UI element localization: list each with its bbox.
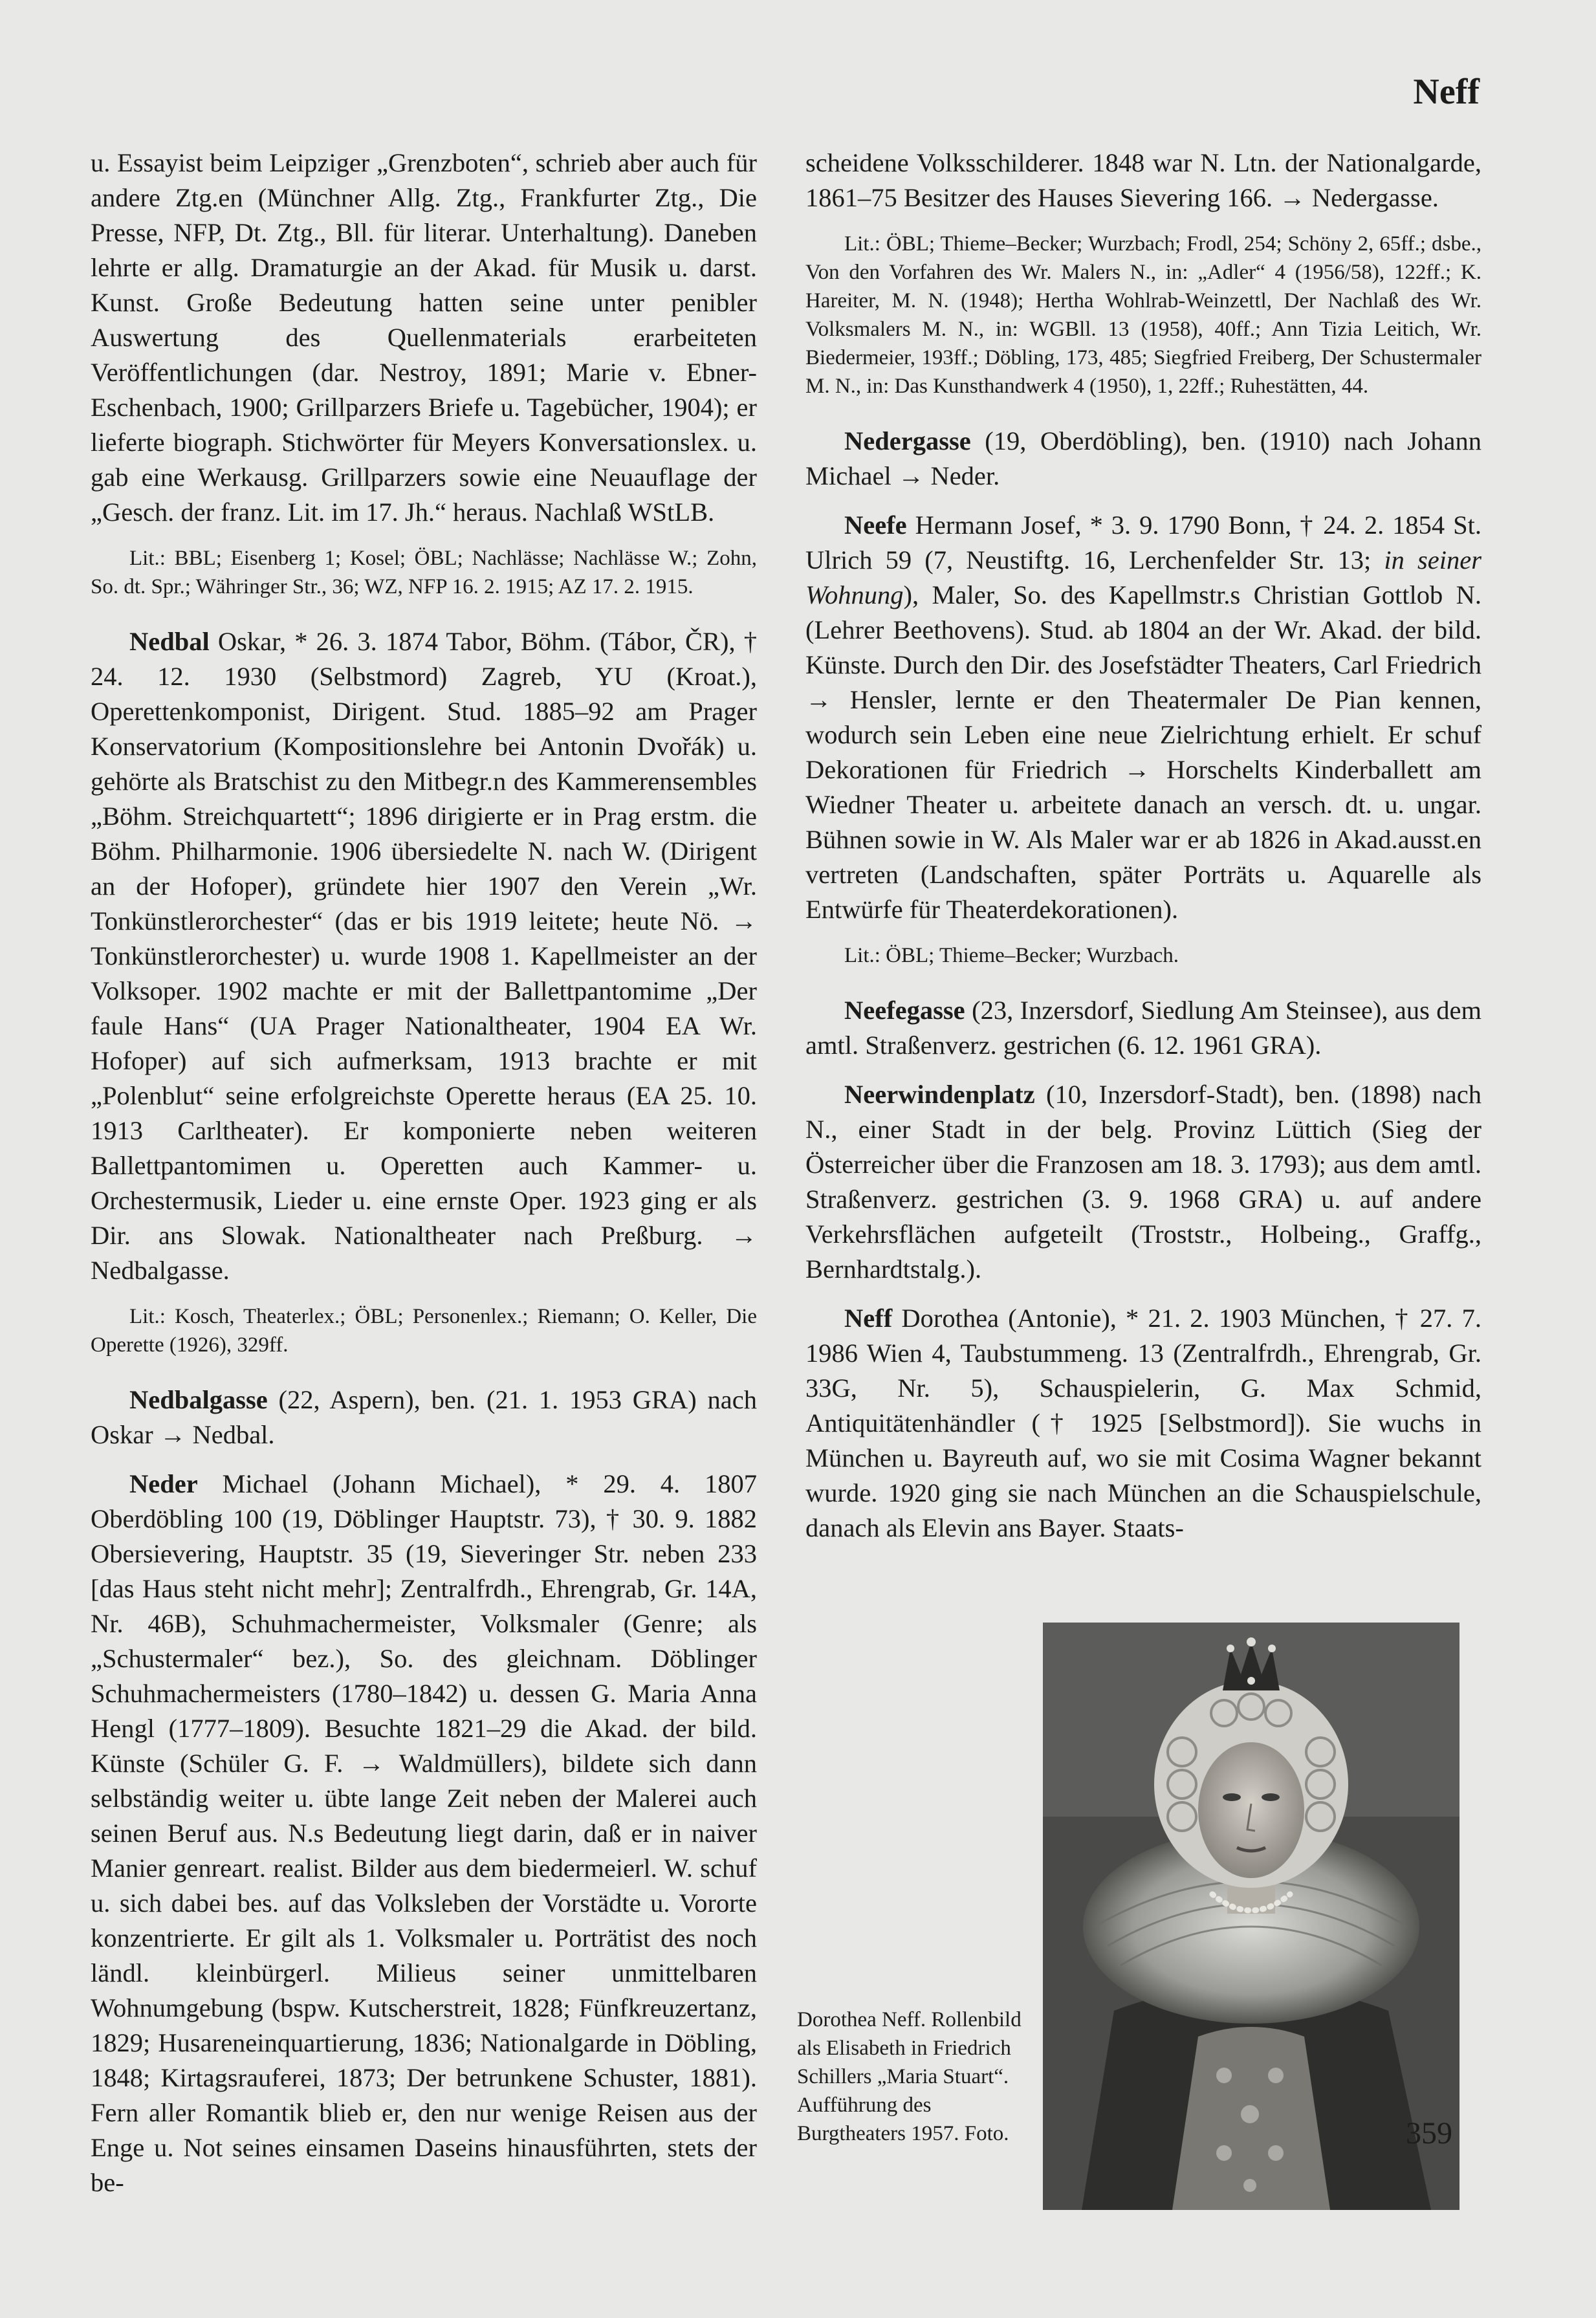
running-head: Neff [1413,72,1480,112]
entry-text: (22, Aspern), ben. (21. 1. 1953 GRA) nach Oskar → Nedbal. [91,1385,757,1449]
entry-text: (19, Oberdöbling), ben. (1910) nach Johann Michael → Neder. [805,426,1481,490]
portrait-illustration [1043,1623,1459,2210]
entry-text: Michael (Johann Michael), * 29. 4. 1807 Oberdöbling 100 (19, Döblinger Hauptstr. 73), † 30. 9. 1882 Obersievering, Hauptstr. 35 (19, Sieveringer Str. neben 233 [das Haus steht nicht mehr]; Zentralfrdh., Ehrengrab, Gr. 14A, Nr. 46B), Schuhmachermeister, Volksmaler (Genre; als „Schustermaler“ bez.), So. des gleichnam. Döblinger Schuhmachermeisters (1780–1842) u. dessen G. Maria Anna Hengl (1777–1809). Besuchte 1821–29 die Akad. der bild. Künste (Schüler G. F. → Waldmüllers), bildete sich dann selbständig weiter u. übte lange Zeit neben der Malerei auch seinen Beruf aus. N.s Bedeutung liegt darin, daß er in naiver Manier genreart. realist. Bilder aus dem biedermeierl. W. schuf u. sich dabei bes. auf das Volksleben der Vorstädte u. Vororte konzentrierte. Er gilt als 1. Volksmaler u. Porträtist des noch ländl. kleinbürgerl. Milieus seiner unmittelbaren Wohnumgebung (bspw. Kutscherstreit, 1828; Fünfkreuzertanz, 1829; Husareneinquartierung, 1836; Nationalgarde in Döbling, 1848; Kirtagsrauferei, 1873; Der betrunkene Schuster, 1881). Fern aller Romantik blieb er, den nur wenige Reisen aus der Enge u. Not seines einsamen Daseins hinausführten, stets der be- [91,1469,757,2197]
lemma-neefe: Neefe [844,510,907,540]
entry-text: ), Maler, So. des Kapellmstr.s Christian Gottlob N. (Lehrer Beethovens). Stud. ab 1804 an der Wr. Akad. der bild. Künste. Durch den Dir. des Josefstädter Theaters, Carl Friedrich → Hensler, lernte er den Theatermaler De Pian kennen, wodurch sein Leben eine neue Zielrichtung erhielt. Er schuf Dekorationen für Friedrich → Horschelts Kinderballett am Wiedner Theater u. arbeitete danach an versch. dt. u. ungar. Bühnen sowie in W. Als Maler war er ab 1826 in Akad.ausst.en vertreten (Landschaften, später Porträts u. Aquarelle als Entwürfe für Theaterdekorationen). [805,580,1481,924]
right-column [805,146,1481,1560]
portrait-photo [1043,1623,1459,2210]
entry-text: Hermann Josef, * 3. 9. 1790 Bonn, † 24. 2. 1854 St. Ulrich 59 (7, Neustiftg. 16, Lerchenfelder Str. 13; [805,510,1481,574]
entry-continuation: scheidene Volksschilderer. 1848 war N. Ltn. der Nationalgarde, 1861–75 Besitzer des Hauses Sievering 166. → Nedergasse. [805,148,1481,212]
entry-text-italic: in seiner Wohnung [805,545,1481,609]
entry-neder [91,1467,757,2200]
entry-nedbalgasse [91,1383,757,1452]
literature-note: Lit.: Kosch, Theaterlex.; ÖBL; Personenlex.; Riemann; O. Keller, Die Operette (1926), 329ff. [91,1305,757,1357]
left-column [91,146,757,2214]
entry-neefegasse [805,993,1481,1063]
lemma-nedbalgasse: Nedbalgasse [129,1385,268,1414]
entry-nedergasse [805,424,1481,494]
literature-note: Lit.: ÖBL; Thieme–Becker; Wurzbach. [844,944,1179,967]
lemma-neff: Neff [844,1304,893,1333]
literature-note: Lit.: BBL; Eisenberg 1; Kosel; ÖBL; Nachlässe; Nachlässe W.; Zohn, So. dt. Spr.; Währinger Str., 36; WZ, NFP 16. 2. 1915; AZ 17. 2. 1915. [91,547,757,598]
lemma-nedergasse: Nedergasse [844,426,971,455]
entry-nedbal [91,624,757,1288]
entry-text: (23, Inzersdorf, Siedlung Am Steinsee), aus dem amtl. Straßenverz. gestrichen (6. 12. 1961 GRA). [805,996,1481,1060]
figure-caption: Dorothea Neff. Rollenbild als Elisabeth in Friedrich Schillers „Maria Stuart“. Aufführung des Burgtheaters 1957. Foto. [797,2008,1022,2145]
entry-neefe [805,508,1481,927]
lemma-neerwindenplatz: Neerwindenplatz [844,1080,1035,1109]
page-number: 359 [1406,2116,1452,2150]
entry-continuation: u. Essayist beim Leipziger „Grenzboten“, schrieb aber auch für andere Ztg.en (Münchner Allg. Ztg., Frankfurter Ztg., Die Presse, NFP, Dt. Ztg., Bll. für literar. Unterhaltung). Daneben lehrte er allg. Dramaturgie an der Akad. für Musik u. darst. Kunst. Große Bedeutung hatten seine unter penibler Auswertung des Quellenmaterials erarbeiteten Veröffentlichungen (dar. Nestroy, 1891; Marie v. Ebner-Eschenbach, 1900; Grillparzers Briefe u. Tagebücher, 1904); er lieferte biograph. Stichwörter für Meyers Konversationslex. u. gab eine Werkausg. Grillparzers sowie eine Neuauflage der „Gesch. der franz. Lit. im 17. Jh.“ heraus. Nachlaß WStLB. [91,148,757,527]
entry-text: Dorothea (Antonie), * 21. 2. 1903 München, † 27. 7. 1986 Wien 4, Taubstummeng. 13 (Zentralfrdh., Ehrengrab, Gr. 33G, Nr. 5), Schauspielerin, G. Max Schmid, Antiquitätenhändler († 1925 [Selbstmord]). Sie wuchs in München u. Bayreuth auf, wo sie mit Cosima Wagner bekannt wurde. 1920 ging sie nach München an die Schauspielschule, danach als Elevin ans Bayer. Staats- [805,1304,1481,1542]
entry-text: Oskar, * 26. 3. 1874 Tabor, Böhm. (Tábor, ČR), † 24. 12. 1930 (Selbstmord) Zagreb, YU (Kroat.), Operettenkomponist, Dirigent. Stud. 1885–92 am Prager Konservatorium (Kompositionslehre bei Antonin Dvořák) u. gehörte als Bratschist zu den Mitbegr.n des Kammerensembles „Böhm. Streichquartett“; 1896 dirigierte er in Prag erstm. die Böhm. Philharmonie. 1906 übersiedelte N. nach W. (Dirigent an der Hofoper), gründete hier 1907 den Verein „Wr. Tonkünstlerorchester“ (das er bis 1919 leitete; heute Nö. → Tonkünstlerorchester) u. wurde 1908 1. Kapellmeister an der Volksoper. 1902 machte er mit der Ballettpantomime „Der faule Hans“ (UA Prager Nationaltheater, 1904 EA Wr. Hofoper) auf sich aufmerksam, 1913 brachte er mit „Polenblut“ seine erfolgreichste Operette heraus (EA 25. 10. 1913 Carltheater). Er komponierte neben weiteren Ballettpantomimen u. Operetten auch Kammer- u. Orchestermusik, Lieder u. eine ernste Oper. 1923 ging er als Dir. ans Slowak. Nationaltheater nach Preßburg. → Nedbalgasse. [91,627,757,1285]
entry-neerwindenplatz [805,1077,1481,1287]
lemma-nedbal: Nedbal [129,627,210,656]
entry-text: (10, Inzersdorf-Stadt), ben. (1898) nach N., einer Stadt in der belg. Provinz Lüttich (Sieg der Österreicher über die Franzosen am 18. 3. 1793); aus dem amtl. Straßenverz. gestrichen (3. 9. 1968 GRA) u. auf andere Verkehrsflächen aufgeteilt (Troststr., Holbeing., Graffg., Bernhardtstalg.). [805,1080,1481,1284]
lemma-neder: Neder [129,1469,198,1498]
entry-neff [805,1301,1481,1546]
lemma-neefegasse: Neefegasse [844,996,965,1025]
literature-note: Lit.: ÖBL; Thieme–Becker; Wurzbach; Frodl, 254; Schöny 2, 65ff.; dsbe., Von den Vorfahren des Wr. Malers N., in: „Adler“ 4 (1956/58), 122ff.; K. Hareiter, M. N. (1948); Hertha Wohlrab-Weinzettl, Der Nachlaß des Wr. Volksmalers M. N., in: WGBll. 13 (1958), 40ff.; Ann Tizia Leitich, Wr. Biedermeier, 193ff.; Döbling, 173, 485; Siegfried Freiberg, Der Schustermaler M. N., in: Das Kunsthandwerk 4 (1950), 1, 22ff.; Ruhestätten, 44. [805,232,1481,398]
